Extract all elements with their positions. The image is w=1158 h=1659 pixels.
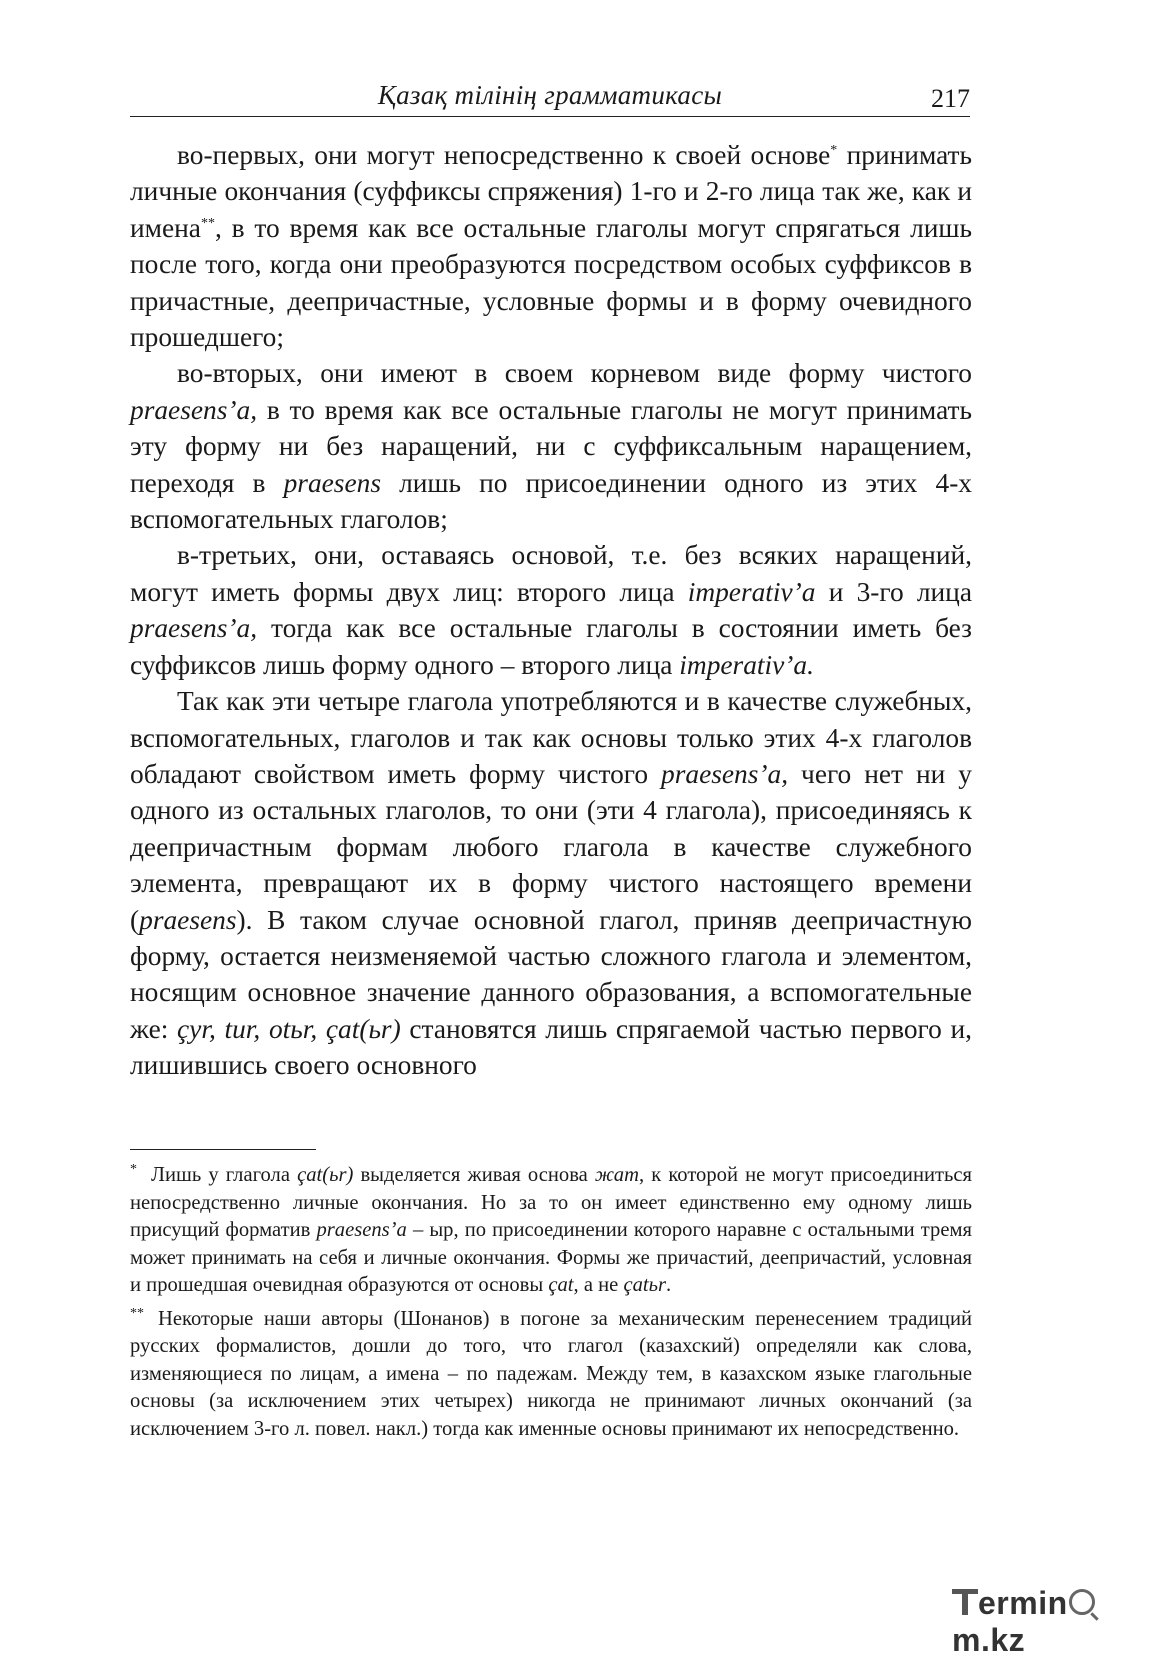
book-title: Қазақ тілінің грамматикасы (377, 80, 723, 110)
footnote: * Лишь у глагола çat(ьr) выделяется живая основа жат, к которой не могут присоединиться непосредственно личные окончания. Но за то он имеет единственно ему одному лишь присущий форматив praesens’a – ыр, по присоединении которого наравне с остальными тремя может принимать на себя и личные окончания. Формы же причастий, деепричастий, условная и прошедшая очевидная образуются от основы çat, а не çatьr. (130, 1162, 972, 1300)
magnifier-icon (1069, 1589, 1095, 1615)
footnote-mark: ** (130, 1305, 144, 1321)
paragraph: в-третьих, они, оставаясь основой, т.е. без всяких наращений, могут иметь формы двух лиц: второго лица imperativ’a и 3-го лица praesens’a, тогда как все остальные глаголы в состоянии иметь без суффиксов лишь форму одного – второго лица imperativ’a. (130, 540, 972, 680)
footnote: ** Некоторые наши авторы (Шонанов) в погоне за механическим перенесением традиций русских формалистов, дошли до того, что глагол (казахский) определяли как слова, изменяющиеся по лицам, а имена – по падежам. Между тем, в казахском языке глагольные основы (за исключением этих четырех) никогда не принимают личных окончаний (за исключением 3-го л. повел. накл.) тогда как именные основы принимают их непосредственно. (130, 1306, 972, 1444)
footnotes (130, 1162, 972, 1449)
paragraph: Так как эти четыре глагола употребляются и в качестве служебных, вспомогательных, глаголов и так как основы только этих 4-х глаголов обладают свойством иметь форму чистого praesens’a, чего нет ни у одного из остальных глаголов, то они (эти 4 глагола), присоединяясь к деепричастным формам любого глагола в качестве служебного элемента, превращают их в форму чистого настоящего времени (praesens). В таком случае основной глагол, приняв деепричастную форму, остается неизменяемой частью сложного глагола и элементом, носящим основное значение данного образования, а вспомогательные же: çyr, tur, otьr, çat(ьr) становятся лишь спрягаемой частью первого и, лишившись своего основного (130, 686, 972, 1081)
page-number: 217 (931, 84, 970, 113)
footnote-mark: * (130, 1162, 137, 1177)
paragraph: во-вторых, они имеют в своем корневом виде форму чистого praesens’a, в то время как все остальные глаголы не могут принимать эту форму ни без наращений, ни с суффиксальным наращением, переходя в praesens лишь по присоединении одного из этих 4-х вспомогательных глаголов; (130, 358, 973, 535)
main-text (130, 137, 972, 1084)
footnote-ref[interactable]: ** (200, 215, 215, 231)
running-header (130, 78, 970, 117)
footnote-divider (130, 1149, 316, 1150)
logo-t-glyph (952, 1587, 978, 1617)
termincom-logo[interactable]: erminm.kz (952, 1585, 1142, 1625)
paragraph: во-первых, они могут непосредственно к своей основе* принимать личные окончания (суффиксы спряжения) 1-го и 2-го лица так же, как и имена**, в то время как все остальные глаголы могут спрягаться лишь после того, когда они преобразуются посредством особых суффиксов в причастные, деепричастные, условные формы и в форму очевидного прошедшего; (130, 140, 972, 353)
footnote-ref[interactable]: * (830, 142, 838, 158)
